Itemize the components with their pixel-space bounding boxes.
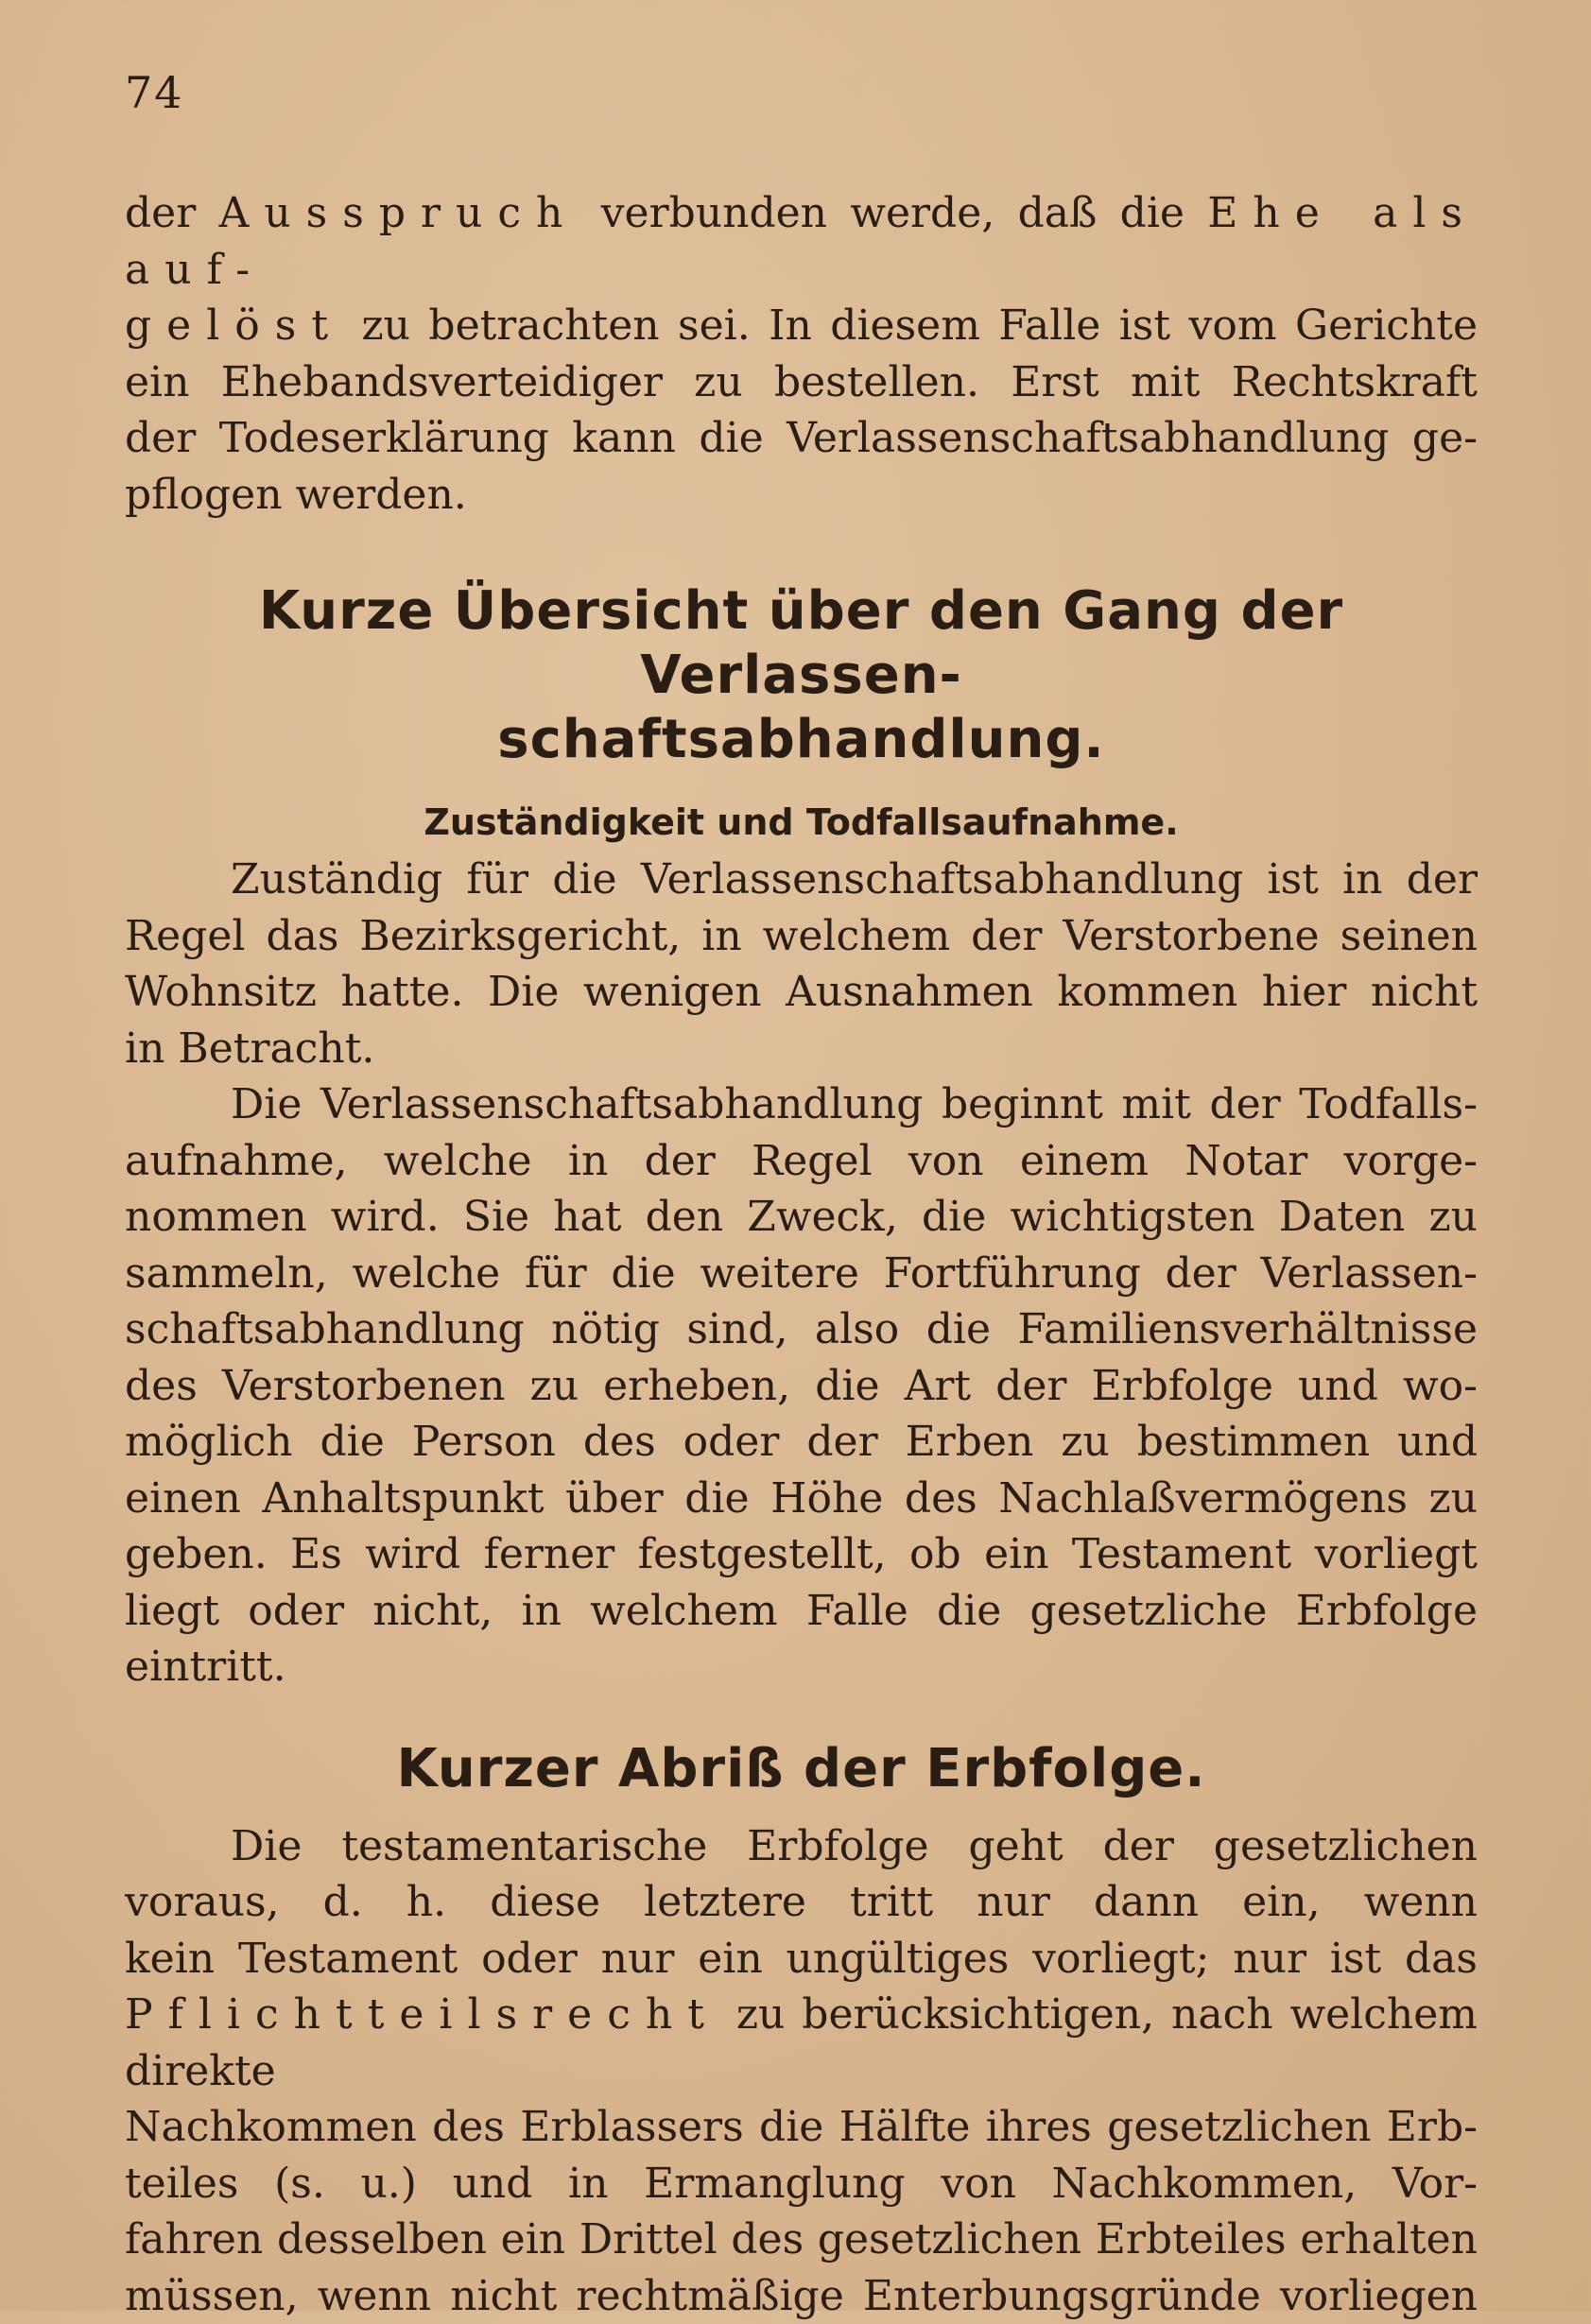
- text-line: [125, 1987, 1478, 2099]
- text-line: der Todeserklärung kann die Verlassenschaftsabhandlung ge-: [125, 410, 1478, 467]
- text-line: aufnahme, welche in der Regel von einem Notar vorge-: [125, 1133, 1478, 1190]
- text-line: Die testamentarische Erbfolge geht der gesetzlichen: [125, 1818, 1478, 1875]
- text-line: Zuständig für die Verlassenschaftsabhandlung ist in der: [125, 852, 1478, 908]
- emphasized-word: Ehe als auf-: [125, 189, 1478, 294]
- text-line: fahren desselben ein Drittel des gesetzlichen Erbteiles erhalten: [125, 2212, 1478, 2268]
- text-line: liegt oder nicht, in welchem Falle die gesetzliche Erbfolge: [125, 1583, 1478, 1640]
- text-line: geben. Es wird ferner festgestellt, ob ein Testament vorliegt: [125, 1526, 1478, 1583]
- text-line: teiles (s. u.) und in Ermanglung von Nachkommen, Vor-: [125, 2156, 1478, 2212]
- emphasized-word: Pflichtteilsrecht: [125, 1990, 719, 2039]
- text-line: des Verstorbenen zu erheben, die Art der Erbfolge und wo-: [125, 1358, 1478, 1415]
- paragraph-death-record: [125, 1076, 1478, 1696]
- paragraph-succession: [125, 1818, 1478, 2324]
- emphasized-word: Ausspruch: [219, 189, 579, 237]
- intro-paragraph: [125, 185, 1478, 523]
- text-line: sammeln, welche für die weitere Fortführung der Verlassen-: [125, 1246, 1478, 1302]
- emphasized-word: gelöst: [125, 301, 343, 350]
- text-line: kein Testament oder nur ein ungültiges vorliegt; nur ist das: [125, 1931, 1478, 1988]
- page-number: 74: [125, 66, 1478, 119]
- text-line: schaftsabhandlung nötig sind, also die Familiensverhältnisse: [125, 1301, 1478, 1358]
- section-heading-succession: Kurzer Abriß der Erbfolge.: [125, 1737, 1478, 1801]
- text-line: eintritt.: [125, 1639, 1478, 1696]
- heading-line: Kurze Übersicht über den Gang der Verlassen-: [125, 579, 1478, 708]
- text-run: zu berücksichtigen, nach welchem direkte: [125, 1990, 1478, 2095]
- text-line: möglich die Person des oder der Erben zu bestimmen und: [125, 1414, 1478, 1471]
- section-heading: [125, 579, 1478, 772]
- text-line: müssen, wenn nicht rechtmäßige Enterbungsgründe vorliegen: [125, 2268, 1478, 2324]
- paragraph-jurisdiction: [125, 852, 1478, 1076]
- text-run: der: [125, 189, 219, 237]
- text-line: voraus, d. h. diese letztere tritt nur dann ein, wenn: [125, 1874, 1478, 1931]
- text-line: nommen wird. Sie hat den Zweck, die wichtigsten Daten zu: [125, 1189, 1478, 1246]
- text-run: verbunden werde, daß die: [578, 189, 1207, 237]
- text-line: [125, 298, 1478, 354]
- text-line: in Betracht.: [125, 1021, 1478, 1077]
- text-line: [125, 185, 1478, 298]
- text-line: Regel das Bezirksgericht, in welchem der Verstorbene seinen: [125, 908, 1478, 965]
- heading-line: schaftsabhandlung.: [125, 708, 1478, 772]
- text-line: einen Anhaltspunkt über die Höhe des Nachlaßvermögens zu: [125, 1471, 1478, 1527]
- text-run: zu betrachten sei. In diesem Falle ist vom Gerichte: [343, 301, 1478, 350]
- text-line: Nachkommen des Erblassers die Hälfte ihres gesetzlichen Erb-: [125, 2099, 1478, 2156]
- sub-heading: Zuständigkeit und Todfallsaufnahme.: [125, 799, 1478, 846]
- text-line: Die Verlassenschaftsabhandlung beginnt mit der Todfalls-: [125, 1076, 1478, 1133]
- text-line: pflogen werden.: [125, 467, 1478, 524]
- text-line: ein Ehebandsverteidiger zu bestellen. Erst mit Rechtskraft: [125, 354, 1478, 411]
- text-line: Wohnsitz hatte. Die wenigen Ausnahmen kommen hier nicht: [125, 964, 1478, 1021]
